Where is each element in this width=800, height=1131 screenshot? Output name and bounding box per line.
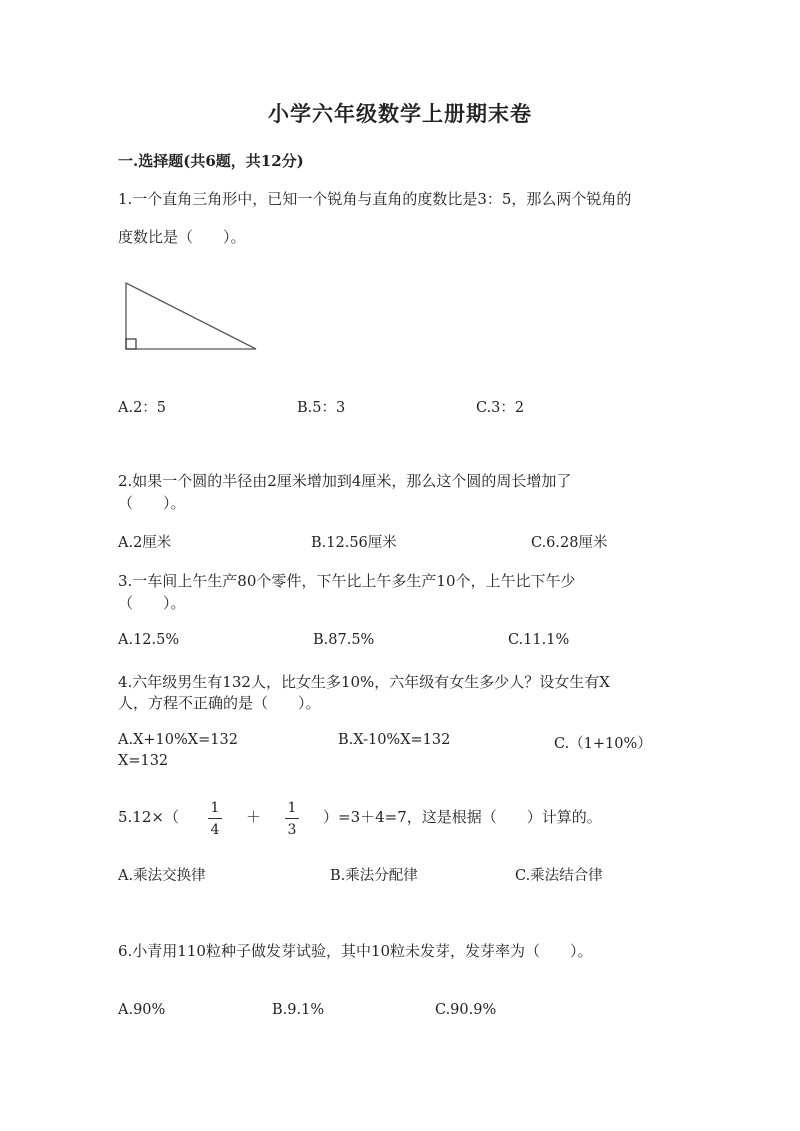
right-angle-marker [126, 339, 136, 349]
question-4-option-c[interactable]: C.（1+10%） [554, 736, 652, 752]
fraction-one-quarter [208, 801, 222, 837]
question-4-line-1: 4.六年级男生有132人，比女生多10%，六年级有女生多少人？设女生有X [118, 673, 610, 691]
right-triangle-figure [118, 278, 263, 354]
question-5-prefix: 5.12×（ [118, 808, 179, 826]
question-4-option-a[interactable]: A.X+10%X=132 [118, 732, 238, 748]
section-heading: 一.选择题(共6题，共12分) [118, 152, 304, 170]
question-6-line-1: 6.小青用110粒种子做发芽试验，其中10粒未发芽，发芽率为（ ）。 [118, 942, 593, 960]
question-3-line-1: 3.一车间上午生产80个零件，下午比上午多生产10个，上午比下午少 [118, 572, 576, 590]
question-1-line-1: 1.一个直角三角形中，已知一个锐角与直角的度数比是3：5，那么两个锐角的 [118, 190, 632, 208]
question-4-option-b[interactable]: B.X-10%X=132 [338, 732, 451, 748]
fraction-denominator: 4 [210, 822, 220, 838]
question-4-line-2: 人，方程不正确的是（ ）。 [118, 694, 321, 712]
question-6-option-b[interactable]: B.9.1% [272, 1002, 325, 1018]
question-5-plus: ＋ [246, 808, 262, 826]
question-1-option-b[interactable]: B.5：3 [297, 400, 346, 416]
question-1-line-2: 度数比是（ ）。 [118, 228, 246, 246]
fraction-numerator: 1 [287, 800, 297, 816]
question-5-option-c[interactable]: C.乘法结合律 [515, 868, 603, 884]
question-5-option-b[interactable]: B.乘法分配律 [330, 868, 418, 884]
question-5-suffix: ）=3＋4=7，这是根据（ ）计算的。 [323, 808, 602, 826]
question-2-option-b[interactable]: B.12.56厘米 [311, 535, 397, 551]
question-3-line-2: （ ）。 [118, 594, 186, 612]
fraction-denominator: 3 [287, 822, 297, 838]
question-1-option-a[interactable]: A.2：5 [118, 400, 167, 416]
page-title: 小学六年级数学上册期末卷 [268, 101, 532, 126]
fraction-one-third [285, 801, 299, 837]
question-4-option-c-continued: X=132 [118, 753, 169, 769]
question-5-option-a[interactable]: A.乘法交换律 [118, 868, 206, 884]
question-6-option-a[interactable]: A.90% [118, 1002, 166, 1018]
question-3-option-b[interactable]: B.87.5% [313, 632, 375, 648]
question-1-option-c[interactable]: C.3：2 [476, 400, 525, 416]
question-2-line-2: （ ）。 [118, 494, 186, 512]
question-3-option-a[interactable]: A.12.5% [118, 632, 180, 648]
fraction-numerator: 1 [210, 800, 220, 816]
question-2-option-c[interactable]: C.6.28厘米 [531, 535, 608, 551]
question-2-line-1: 2.如果一个圆的半径由2厘米增加到4厘米，那么这个圆的周长增加了 [118, 472, 572, 490]
question-6-option-c[interactable]: C.90.9% [435, 1002, 497, 1018]
question-3-option-c[interactable]: C.11.1% [508, 632, 570, 648]
question-2-option-a[interactable]: A.2厘米 [118, 535, 172, 551]
